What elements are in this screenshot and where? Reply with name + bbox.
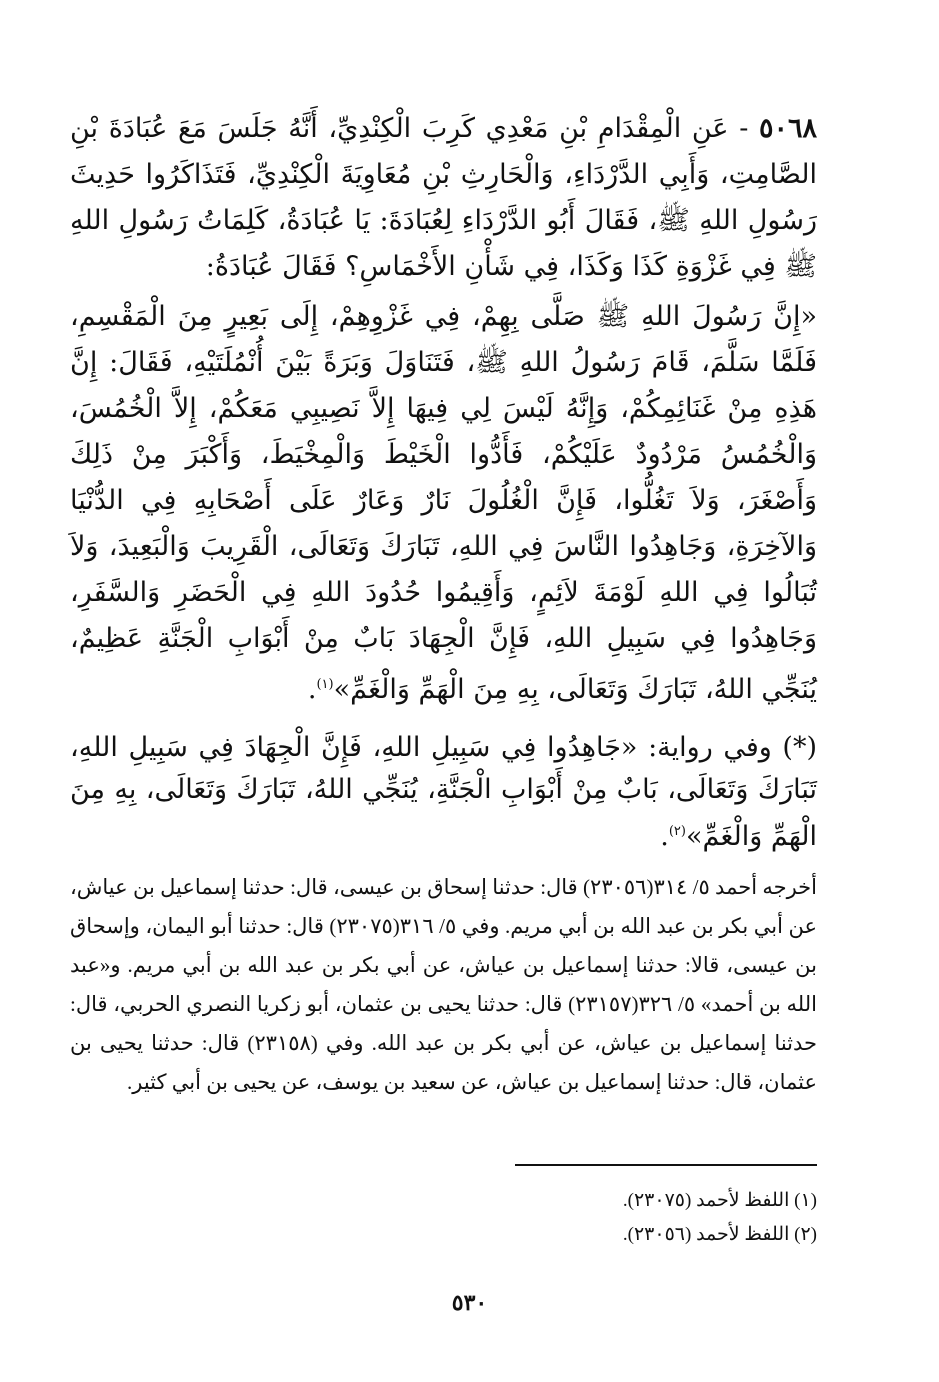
takhrij-paragraph: أخرجه أحمد ٥/ ٣١٤(٢٣٠٥٦) قال: حدثنا إسحاق بن عيسى، قال: حدثنا إسماعيل بن عياش، عن أبي بكر بن عبد الله بن أبي مريم. وفي ٥/ ٣١٦(٢٣٠٧٥) قال: حدثنا أبو اليمان، وإسحاق بن عيسى، قالا: حدثنا إسماعيل بن عياش، عن أبي بكر بن عبد الله بن أبي مريم. و«عبد الله بن أحمد» ٥/ ٣٢٦(٢٣١٥٧) قال: حدثنا يحيى بن عثمان، أبو زكريا النصري الحربي، قال: حدثنا إسماعيل بن عياش، عن أبي بكر بن عبد الله. وفي (٢٣١٥٨) قال: حدثنا يحيى بن عثمان، قال: حدثنا إسماعيل بن عياش، عن سعيد بن يوسف، عن يحيى بن أبي كثير. [70,875,817,1094]
main-text-column [70,106,817,1102]
footnote-1: (١) اللفظ لأحمد (٢٣٠٧٥). [622,1190,817,1211]
page-number: ٥٣٠ [451,1290,488,1316]
hadith-quote-paragraph [70,294,817,713]
variant-narration-paragraph [70,727,817,858]
footnotes-section [217,1184,817,1252]
hadith-intro-paragraph [70,106,817,290]
variant-narration-text: (*) وفي رواية: «جَاهِدُوا فِي سَبِيلِ اللهِ، فَإِنَّ الْجِهَادَ فِي سَبِيلِ اللهِ، تَبَارَكَ وَتَعَالَى، بَابٌ مِنْ أَبْوَابِ الْجَنَّةِ، يُنَجِّي اللهُ، تَبَارَكَ وَتَعَالَى، بِهِ مِنَ الْهَمِّ وَالْغَمِّ» [70,732,817,852]
variant-period: . [660,821,669,852]
hadith-number: ٥٠٦٨ [758,113,817,144]
hadith-quote-text: «إِنَّ رَسُولَ اللهِ ﷺ صَلَّى بِهِمْ، فِي غَزْوِهِمْ، إِلَى بَعِيرٍ مِنَ الْمَقْسِمِ، فَلَمَّا سَلَّمَ، قَامَ رَسُولُ اللهِ ﷺ، فَتَنَاوَلَ وَبَرَةً بَيْنَ أُنْمُلَتَيْهِ، فَقَالَ: إِنَّ هَذِهِ مِنْ غَنَائِمِكُمْ، وَإِنَّهُ لَيْسَ لِي فِيهَا إِلاَّ نَصِيبِي مَعَكُمْ، إِلاَّ الْخُمُسَ، وَالْخُمُسُ مَرْدُودٌ عَلَيْكُمْ، فَأَدُّوا الْخَيْطَ وَالْمِخْيَطَ، وَأَكْبَرَ مِنْ ذَلِكَ وَأَصْغَرَ، وَلاَ تَغُلُّوا، فَإِنَّ الْغُلُولَ نَارٌ وَعَارٌ عَلَى أَصْحَابِهِ فِي الدُّنْيَا وَالآخِرَةِ، وَجَاهِدُوا النَّاسَ فِي اللهِ، تَبَارَكَ وَتَعَالَى، الْقَرِيبَ وَالْبَعِيدَ، وَلاَ تُبَالُوا فِي اللهِ لَوْمَةَ لاَئِمٍ، وَأَقِيمُوا حُدُودَ اللهِ فِي الْحَضَرِ وَالسَّفَرِ، وَجَاهِدُوا فِي سَبِيلِ اللهِ، فَإِنَّ الْجِهَادَ بَابٌ مِنْ أَبْوَابِ الْجَنَّةِ عَظِيمٌ، يُنَجِّي اللهُ، تَبَارَكَ وَتَعَالَى، بِهِ مِنَ الْهَمِّ وَالْغَمِّ» [70,301,817,705]
hadith-intro-text: عَنِ الْمِقْدَامِ بْنِ مَعْدِي كَرِبَ الْكِنْدِيِّ، أَنَّهُ جَلَسَ مَعَ عُبَادَةَ بْنِ الصَّامِتِ، وَأَبِي الدَّرْدَاءِ، وَالْحَارِثِ بْنِ مُعَاوِيَةَ الْكِنْدِيِّ، فَتَذَاكَرُوا حَدِيثَ رَسُولِ اللهِ ﷺ، فَقَالَ أَبُو الدَّرْدَاءِ لِعُبَادَةَ: يَا عُبَادَةُ، كَلِمَاتُ رَسُولِ اللهِ ﷺ فِي غَزْوَةِ كَذَا وَكَذَا، فِي شَأْنِ الأَخْمَاسِ؟ فَقَالَ عُبَادَةُ: [70,113,817,282]
footnote-ref-1: (١) [316,677,334,692]
quote-period: . [307,674,317,705]
footnote-separator [515,1164,817,1166]
hadith-number-dash: - [728,113,759,144]
footnote-ref-2: (٢) [668,824,686,839]
footnote-2: (٢) اللفظ لأحمد (٢٣٠٥٦). [622,1224,817,1245]
